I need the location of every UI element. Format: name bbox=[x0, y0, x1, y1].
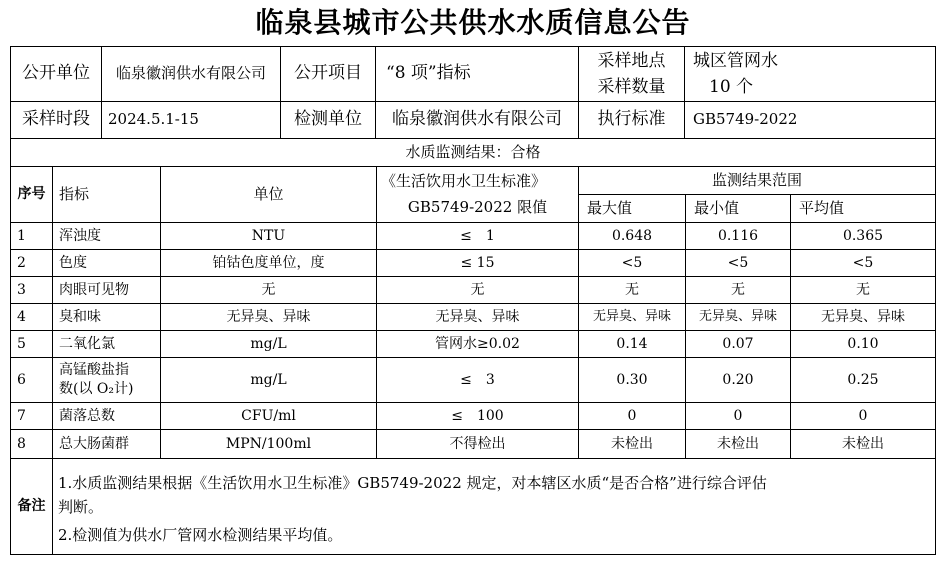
row-limit: ≤ 100 bbox=[451, 407, 504, 424]
col-header-limit-line1: 《生活饮用水卫生标准》 bbox=[381, 172, 547, 191]
sample-count-value: 10 个 bbox=[709, 77, 754, 98]
notes-label: 备注 bbox=[17, 498, 46, 515]
notes-line1: 1.水质监测结果根据《生活饮用水卫生标准》GB5749-2022 规定，对本辖区水质“是否合格”进行综合评估 bbox=[58, 474, 767, 492]
item-label: 公开项目 bbox=[294, 63, 362, 84]
row-min: 0.07 bbox=[722, 335, 754, 352]
publisher-label: 公开单位 bbox=[22, 63, 90, 84]
row-unit: 铂钴色度单位，度 bbox=[212, 254, 325, 271]
sample-place-label: 采样地点 bbox=[597, 51, 666, 72]
row-limit: 管网水≥0.02 bbox=[435, 335, 520, 352]
item-value: “8 项”指标 bbox=[386, 63, 471, 84]
row-max: 无 bbox=[625, 281, 639, 298]
row-avg: 无 bbox=[856, 281, 870, 298]
row-no: 8 bbox=[17, 435, 26, 452]
row-min: 0.20 bbox=[722, 371, 754, 388]
row-unit: MPN/100ml bbox=[225, 435, 312, 452]
row-no: 1 bbox=[17, 227, 26, 244]
row-max: 0.648 bbox=[611, 227, 653, 244]
row-indicator: 臭和味 bbox=[59, 308, 101, 325]
lab-value: 临泉徽润供水有限公司 bbox=[392, 109, 562, 130]
row-indicator: 肉眼可见物 bbox=[59, 281, 129, 298]
row-min: 未检出 bbox=[717, 435, 759, 452]
row-indicator: 色度 bbox=[59, 254, 87, 271]
lab-label: 检测单位 bbox=[294, 109, 362, 130]
row-unit: 无 bbox=[261, 281, 276, 298]
col-header-max: 最大值 bbox=[587, 198, 633, 217]
row-no: 2 bbox=[17, 254, 26, 271]
col-header-indicator: 指标 bbox=[59, 184, 90, 203]
row-min: <5 bbox=[727, 254, 749, 271]
row-indicator: 菌落总数 bbox=[59, 407, 115, 424]
row-avg: 0.365 bbox=[842, 227, 884, 244]
row-unit: 无异臭、异味 bbox=[226, 308, 311, 325]
row-no: 5 bbox=[17, 335, 26, 352]
row-indicator-line2: 数(以 O₂计) bbox=[59, 381, 134, 398]
col-header-limit bbox=[377, 167, 578, 222]
sample-count-label: 采样数量 bbox=[597, 77, 666, 98]
standard-label: 执行标准 bbox=[597, 109, 666, 130]
col-header-unit: 单位 bbox=[253, 184, 284, 203]
row-avg: 0.10 bbox=[847, 335, 879, 352]
row-avg: 无异臭、异味 bbox=[821, 308, 905, 325]
row-max: 0.14 bbox=[616, 335, 648, 352]
row-divider bbox=[10, 458, 936, 459]
period-value: 2024.5.1-15 bbox=[108, 110, 199, 129]
row-limit: 不得检出 bbox=[449, 435, 506, 452]
row-no: 7 bbox=[17, 407, 26, 424]
row-avg: <5 bbox=[852, 254, 874, 271]
col-header-avg: 平均值 bbox=[799, 198, 845, 217]
row-unit: mg/L bbox=[250, 335, 287, 352]
result-line: 水质监测结果：合格 bbox=[405, 142, 541, 161]
standard-value: GB5749-2022 bbox=[693, 110, 798, 129]
row-max: 0 bbox=[627, 407, 637, 424]
row-min: 无异臭、异味 bbox=[698, 308, 777, 324]
row-unit: NTU bbox=[251, 227, 286, 244]
row-max: 0.30 bbox=[616, 371, 648, 388]
row-unit: CFU/ml bbox=[241, 407, 296, 424]
row-avg: 未检出 bbox=[842, 435, 884, 452]
notes-line3: 2.检测值为供水厂管网水检测结果平均值。 bbox=[58, 526, 343, 544]
row-no: 4 bbox=[17, 308, 26, 325]
period-label: 采样时段 bbox=[22, 109, 90, 130]
row-indicator-line1: 高锰酸盐指 bbox=[59, 362, 129, 379]
row-indicator: 浑浊度 bbox=[59, 227, 101, 244]
table-border-bottom bbox=[10, 554, 936, 555]
col-divider bbox=[52, 458, 53, 554]
col-header-no: 序号 bbox=[17, 186, 46, 203]
col-header-limit-line2: GB5749-2022 限值 bbox=[407, 198, 548, 217]
row-indicator: 总大肠菌群 bbox=[59, 435, 129, 452]
row-min: 0 bbox=[733, 407, 743, 424]
row-limit: ≤ 1 bbox=[460, 227, 495, 244]
row-limit: ≤ 15 bbox=[460, 254, 495, 271]
row-min: 0.116 bbox=[717, 227, 759, 244]
row-max: <5 bbox=[621, 254, 643, 271]
sample-place-value: 城区管网水 bbox=[693, 51, 778, 72]
row-no: 6 bbox=[17, 371, 26, 388]
row-avg: 0 bbox=[858, 407, 868, 424]
row-limit: 无异臭、异味 bbox=[435, 308, 520, 325]
row-unit: mg/L bbox=[250, 371, 287, 388]
row-limit: ≤ 3 bbox=[460, 371, 495, 388]
row-max: 无异臭、异味 bbox=[592, 308, 671, 324]
col-header-min: 最小值 bbox=[694, 198, 740, 217]
row-avg: 0.25 bbox=[847, 371, 879, 388]
row-max: 未检出 bbox=[611, 435, 653, 452]
page-title: 临泉县城市公共供水水质信息公告 bbox=[255, 6, 691, 39]
row-limit: 无 bbox=[470, 281, 485, 298]
row-no: 3 bbox=[17, 281, 26, 298]
publisher-value: 临泉徽润供水有限公司 bbox=[115, 64, 266, 83]
notes-line2: 判断。 bbox=[58, 498, 104, 516]
row-min: 无 bbox=[731, 281, 745, 298]
col-header-range: 监测结果范围 bbox=[711, 170, 802, 189]
row-indicator: 二氧化氯 bbox=[59, 335, 115, 352]
